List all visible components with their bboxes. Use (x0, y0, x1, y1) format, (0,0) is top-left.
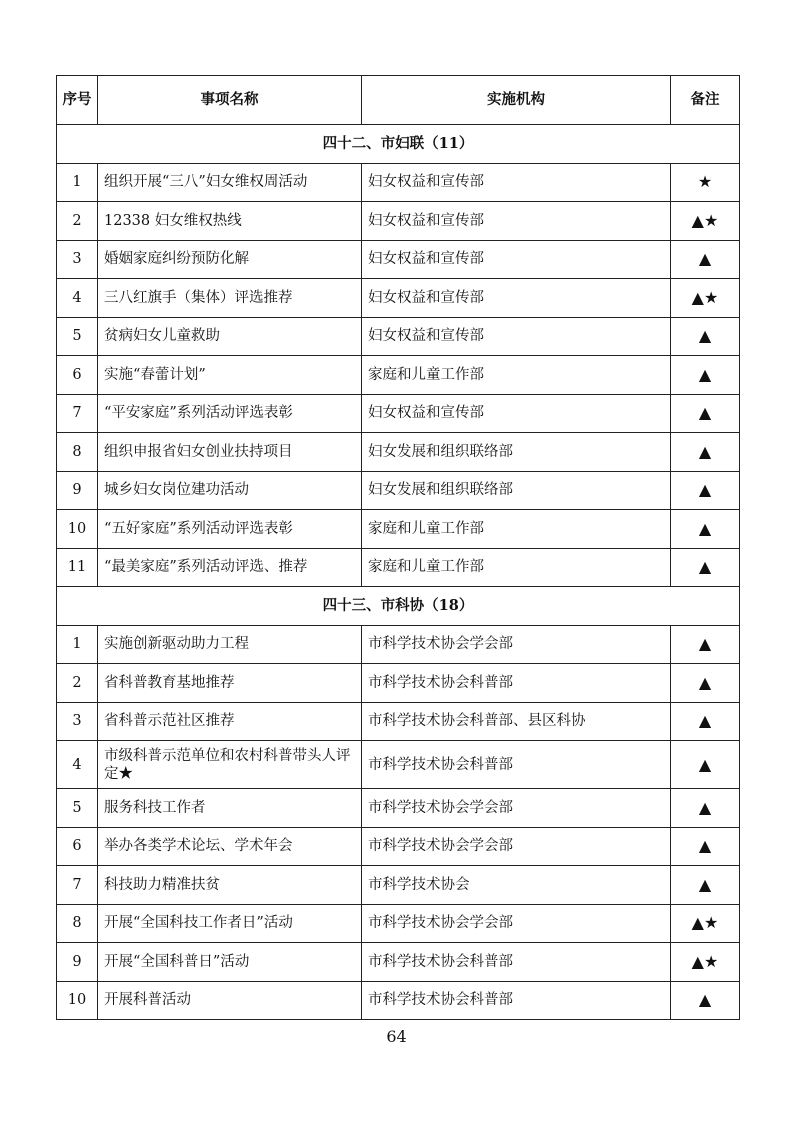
row-note-mark: ▲★ (671, 279, 740, 318)
header-note: 备注 (671, 76, 740, 125)
section-title: 四十二、市妇联（11） (57, 125, 740, 164)
page-number: 64 (386, 1027, 407, 1046)
row-organization: 市科学技术协会科普部 (362, 981, 671, 1020)
row-item-name: 服务科技工作者 (98, 789, 362, 828)
row-note-mark: ▲ (671, 471, 740, 510)
row-note-mark: ▲ (671, 702, 740, 741)
row-item-name: “最美家庭”系列活动评选、推荐 (98, 548, 362, 587)
row-number: 3 (57, 240, 98, 279)
row-number: 5 (57, 789, 98, 828)
table-row (57, 163, 740, 202)
row-item-name: 实施“春蕾计划” (98, 356, 362, 395)
row-item-name: 开展“全国科普日”活动 (98, 943, 362, 982)
row-note-mark: ▲ (671, 981, 740, 1020)
row-number: 5 (57, 317, 98, 356)
row-item-name: 城乡妇女岗位建功活动 (98, 471, 362, 510)
row-note-mark: ▲ (671, 866, 740, 905)
row-note-mark: ▲ (671, 625, 740, 664)
row-number: 7 (57, 866, 98, 905)
table-row (57, 356, 740, 395)
header-item-name: 事项名称 (98, 76, 362, 125)
row-organization: 妇女发展和组织联络部 (362, 471, 671, 510)
row-number: 10 (57, 510, 98, 549)
row-organization: 妇女权益和宣传部 (362, 394, 671, 433)
row-number: 1 (57, 625, 98, 664)
table-row (57, 904, 740, 943)
row-number: 6 (57, 827, 98, 866)
table-row (57, 789, 740, 828)
row-note-mark: ▲ (671, 240, 740, 279)
row-number: 1 (57, 163, 98, 202)
row-organization: 市科学技术协会科普部、县区科协 (362, 702, 671, 741)
row-item-name: 12338 妇女维权热线 (98, 202, 362, 241)
row-item-name: 组织开展“三八”妇女维权周活动 (98, 163, 362, 202)
row-number: 2 (57, 202, 98, 241)
row-number: 6 (57, 356, 98, 395)
row-item-name: 开展科普活动 (98, 981, 362, 1020)
table-header-row (57, 76, 740, 125)
row-number: 9 (57, 471, 98, 510)
table-row (57, 394, 740, 433)
table-row (57, 471, 740, 510)
table-row (57, 625, 740, 664)
row-number: 4 (57, 279, 98, 318)
row-organization: 市科学技术协会学会部 (362, 904, 671, 943)
row-note-mark: ▲ (671, 433, 740, 472)
table-row (57, 279, 740, 318)
row-item-name: 三八红旗手（集体）评选推荐 (98, 279, 362, 318)
table-row (57, 317, 740, 356)
items-table (56, 75, 740, 1020)
table-row (57, 943, 740, 982)
table-row (57, 548, 740, 587)
row-item-name: 科技助力精准扶贫 (98, 866, 362, 905)
row-item-name: 开展“全国科技工作者日”活动 (98, 904, 362, 943)
table-row (57, 202, 740, 241)
table-row (57, 741, 740, 789)
row-note-mark: ▲ (671, 356, 740, 395)
table-row (57, 827, 740, 866)
row-organization: 妇女权益和宣传部 (362, 240, 671, 279)
row-organization: 市科学技术协会 (362, 866, 671, 905)
row-number: 3 (57, 702, 98, 741)
row-number: 2 (57, 664, 98, 703)
row-number: 9 (57, 943, 98, 982)
row-note-mark: ▲★ (671, 202, 740, 241)
table-row (57, 664, 740, 703)
row-organization: 市科学技术协会学会部 (362, 827, 671, 866)
row-number: 8 (57, 904, 98, 943)
row-note-mark: ▲ (671, 548, 740, 587)
row-item-name: 组织申报省妇女创业扶持项目 (98, 433, 362, 472)
row-organization: 妇女权益和宣传部 (362, 202, 671, 241)
row-organization: 妇女权益和宣传部 (362, 163, 671, 202)
row-organization: 家庭和儿童工作部 (362, 510, 671, 549)
section-header-row (57, 587, 740, 626)
row-organization: 市科学技术协会科普部 (362, 741, 671, 789)
row-note-mark: ▲ (671, 664, 740, 703)
row-note-mark: ▲ (671, 510, 740, 549)
row-note-mark: ★ (671, 163, 740, 202)
table-row (57, 981, 740, 1020)
table-body (57, 125, 740, 1020)
row-number: 8 (57, 433, 98, 472)
row-note-mark: ▲ (671, 827, 740, 866)
header-number: 序号 (57, 76, 98, 125)
row-item-name: 省科普教育基地推荐 (98, 664, 362, 703)
row-organization: 家庭和儿童工作部 (362, 356, 671, 395)
row-note-mark: ▲★ (671, 904, 740, 943)
table-row (57, 510, 740, 549)
row-item-name: “平安家庭”系列活动评选表彰 (98, 394, 362, 433)
section-header-row (57, 125, 740, 164)
row-number: 10 (57, 981, 98, 1020)
row-item-name: 举办各类学术论坛、学术年会 (98, 827, 362, 866)
row-item-name: “五好家庭”系列活动评选表彰 (98, 510, 362, 549)
row-organization: 市科学技术协会科普部 (362, 943, 671, 982)
row-note-mark: ▲ (671, 789, 740, 828)
row-number: 7 (57, 394, 98, 433)
row-organization: 家庭和儿童工作部 (362, 548, 671, 587)
row-organization: 妇女发展和组织联络部 (362, 433, 671, 472)
row-item-name: 实施创新驱动助力工程 (98, 625, 362, 664)
row-note-mark: ▲ (671, 741, 740, 789)
row-item-name: 省科普示范社区推荐 (98, 702, 362, 741)
table-row (57, 866, 740, 905)
table-row (57, 240, 740, 279)
row-organization: 妇女权益和宣传部 (362, 279, 671, 318)
row-note-mark: ▲ (671, 317, 740, 356)
row-number: 11 (57, 548, 98, 587)
row-organization: 市科学技术协会科普部 (362, 664, 671, 703)
section-title: 四十三、市科协（18） (57, 587, 740, 626)
row-item-name: 贫病妇女儿童救助 (98, 317, 362, 356)
table-row (57, 433, 740, 472)
row-note-mark: ▲★ (671, 943, 740, 982)
row-organization: 妇女权益和宣传部 (362, 317, 671, 356)
row-item-name: 市级科普示范单位和农村科普带头人评定★ (98, 741, 362, 789)
table-row (57, 702, 740, 741)
row-number: 4 (57, 741, 98, 789)
header-organization: 实施机构 (362, 76, 671, 125)
row-organization: 市科学技术协会学会部 (362, 789, 671, 828)
row-item-name: 婚姻家庭纠纷预防化解 (98, 240, 362, 279)
row-note-mark: ▲ (671, 394, 740, 433)
row-organization: 市科学技术协会学会部 (362, 625, 671, 664)
